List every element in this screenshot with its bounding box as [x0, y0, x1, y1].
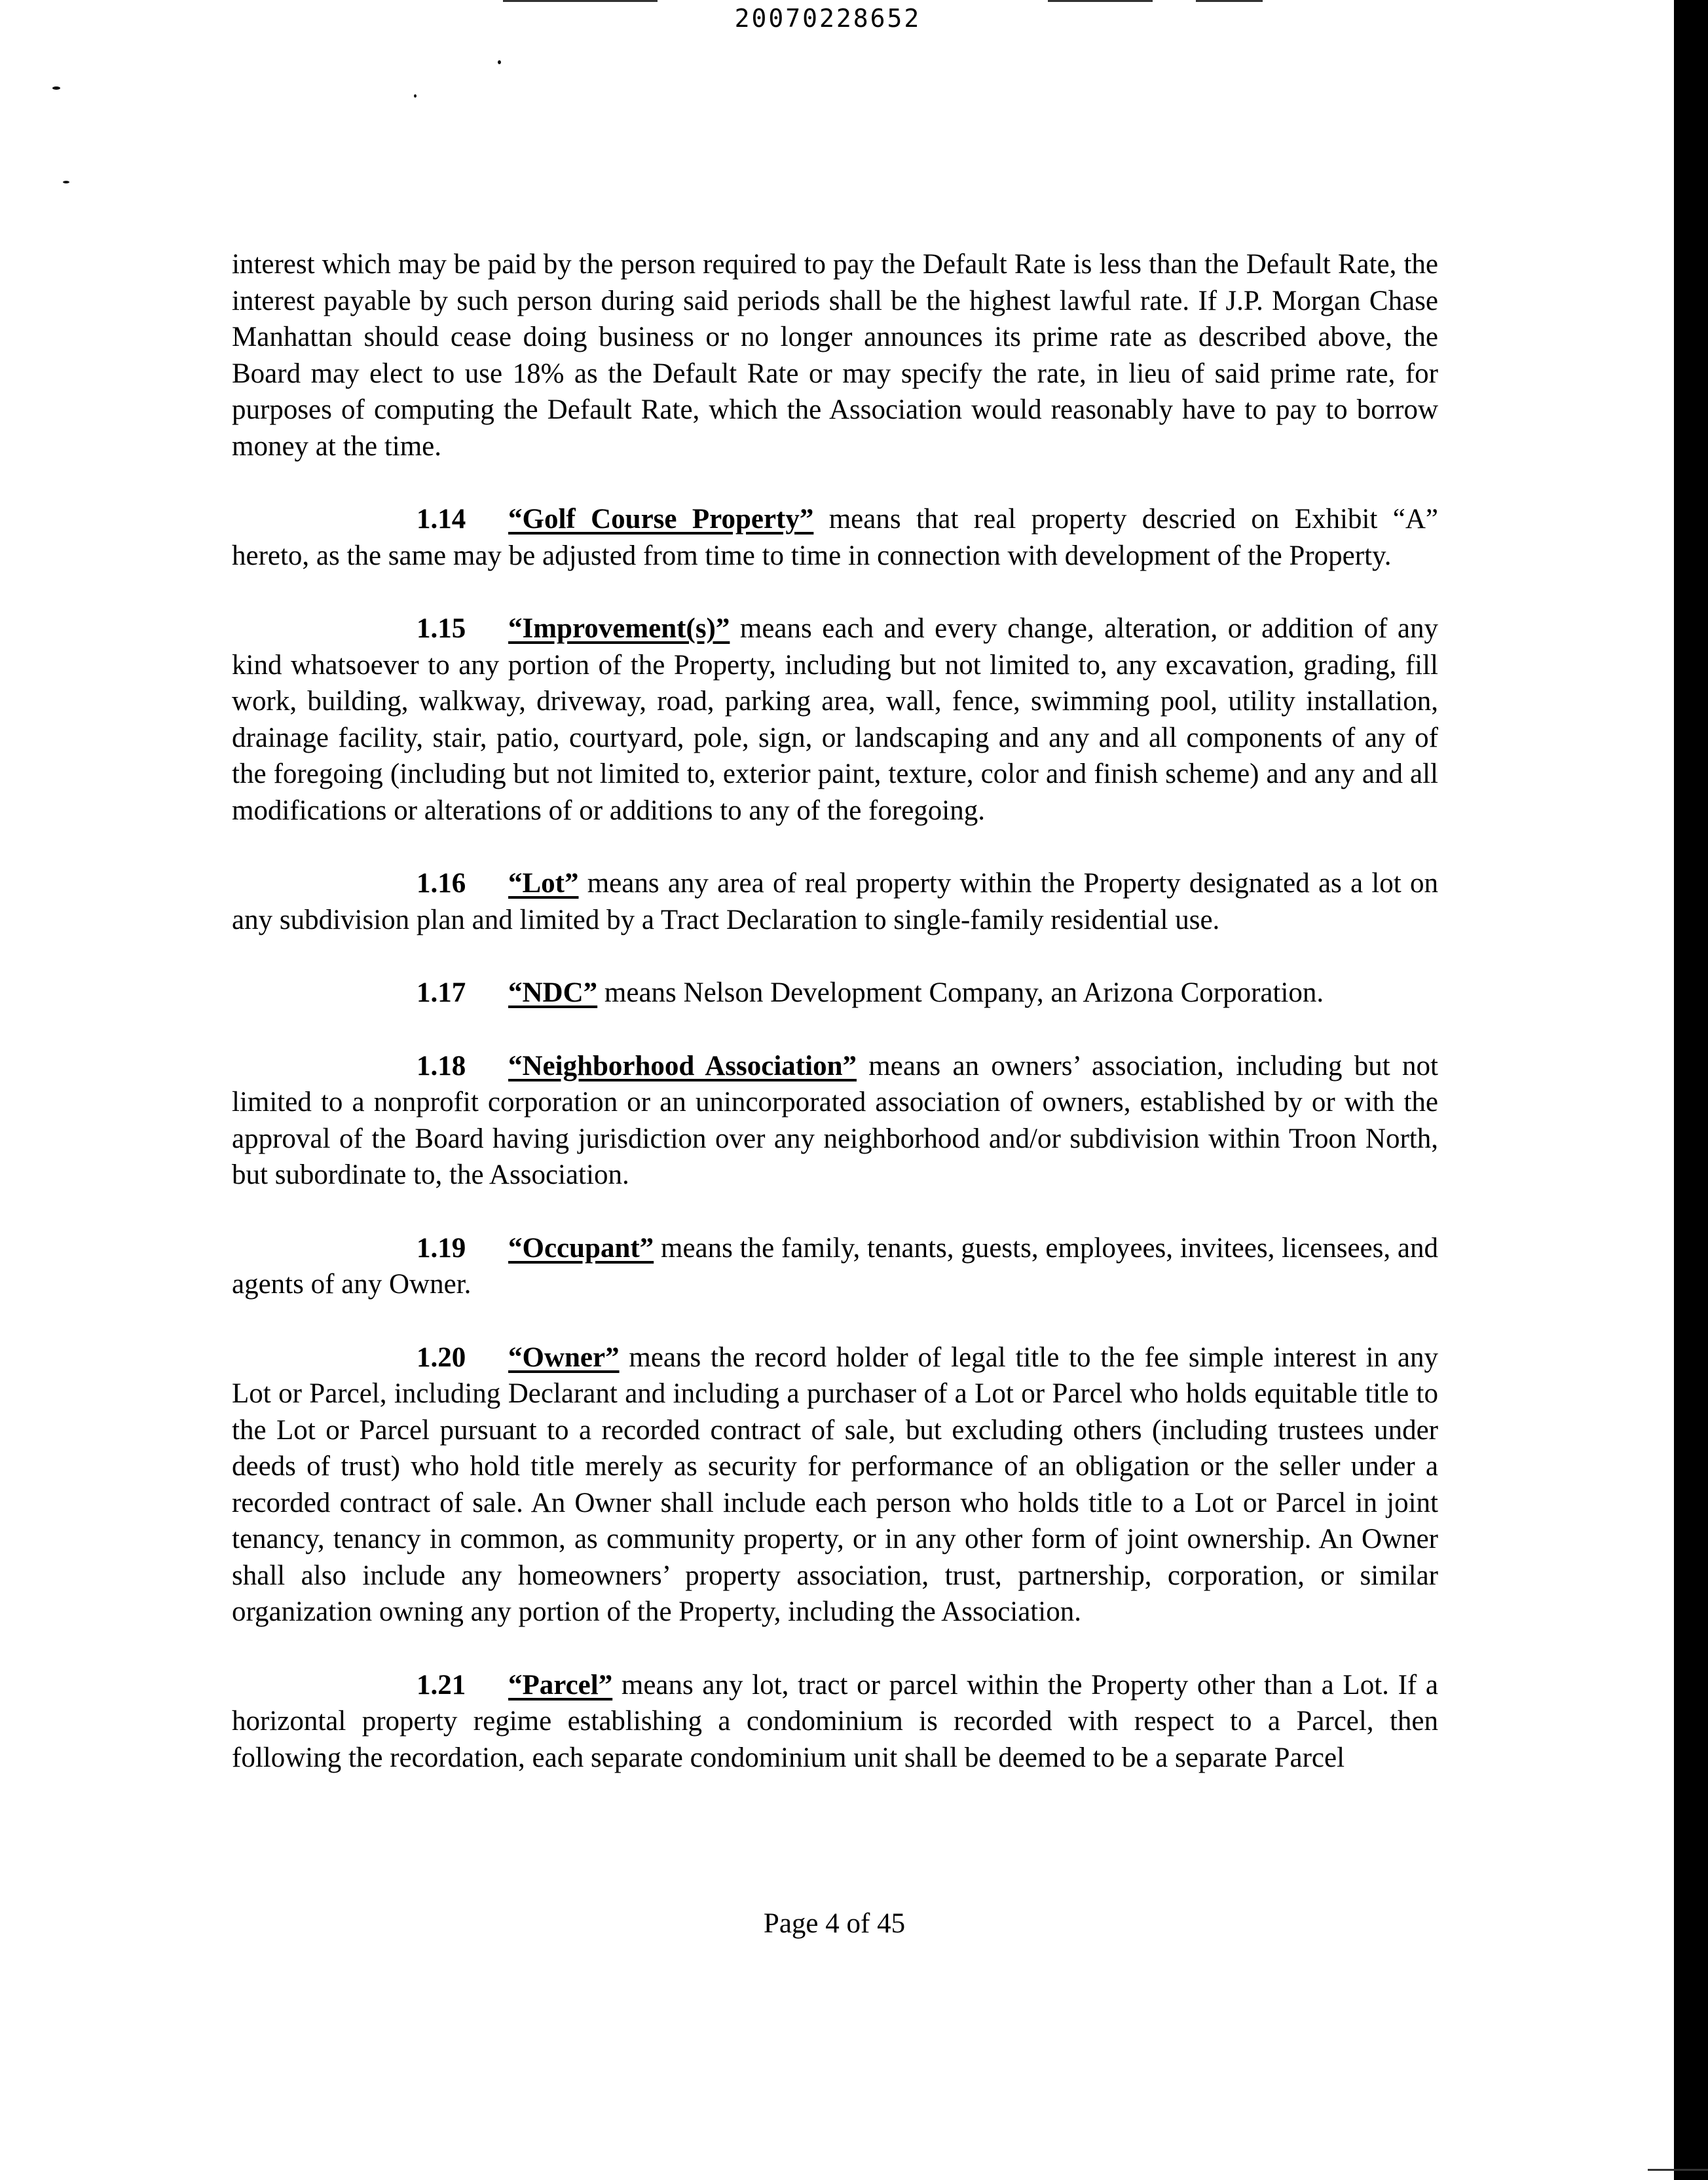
section-1-21 — [232, 1667, 1438, 1776]
page-number: Page 4 of 45 — [763, 1908, 906, 1939]
section-number: 1.15 — [417, 613, 466, 644]
section-number: 1.21 — [417, 1669, 466, 1701]
definition-text: means any area of real property within the Property designated as a lot on any subdivision plan and limited by a Tract Declaration to single-family residential use. — [232, 868, 1438, 935]
definition-text: means that real property descried on Exhibit “A” hereto, as the same may be adjusted from time to time in connection with development of the Property. — [232, 504, 1438, 571]
scan-speck — [414, 94, 417, 98]
section-number: 1.19 — [417, 1232, 466, 1264]
scan-speck — [63, 181, 69, 183]
section-1-19 — [232, 1230, 1438, 1303]
continuation-paragraph: interest which may be paid by the person required to pay the Default Rate is less than the Default Rate, the interest payable by such person during said periods shall be the highest lawful rate. If J.P. Morgan Chase Manhattan should cease doing business or no longer announces its prime rate as described above, the Board may elect to use 18% as the Default Rate or may specify the rate, in lieu of said prime rate, for purposes of computing the Default Rate, which the Association would reasonably have to pay to borrow money at the time. — [232, 249, 1438, 462]
section-number: 1.18 — [417, 1050, 466, 1081]
section-number: 1.20 — [417, 1342, 466, 1373]
header-rule-right-1 — [1048, 0, 1153, 2]
scan-speck — [52, 86, 60, 90]
section-number: 1.16 — [417, 868, 466, 899]
section-1-16 — [232, 865, 1438, 938]
corner-mark — [1648, 2169, 1708, 2171]
defined-term: “Lot” — [508, 868, 579, 899]
section-1-20 — [232, 1340, 1438, 1630]
section-1-17 — [232, 975, 1438, 1011]
definition-text: means an owners’ association, including but not limited to a nonprofit corporation or an unincorporated association of owners, established by or with the approval of the Board having jurisdiction over any neighborhood and/or subdivision within Troon North, but subordinate to, the Association. — [232, 1050, 1438, 1190]
defined-term: “NDC” — [508, 977, 598, 1008]
definition-text: means the family, tenants, guests, employees, invitees, licensees, and agents of any Owner. — [232, 1232, 1438, 1300]
header-rule-right-2 — [1196, 0, 1263, 2]
section-number: 1.17 — [417, 977, 466, 1008]
definition-text: means the record holder of legal title to the fee simple interest in any Lot or Parcel, including Declarant and including a purchaser of a Lot or Parcel who holds equitable title to the Lot or Parcel pursuant to a recorded contract of sale, but excluding others (including trustees under deeds of trust) who hold title merely as security for performance of an obligation or the seller under a recorded contract of sale. An Owner shall include each person who holds title to a Lot or Parcel in joint tenancy, tenancy in common, as community property, or in any other form of joint ownership. An Owner shall also include any homeowners’ property association, trust, partnership, corporation, or similar organization owning any portion of the Property, including the Association. — [232, 1342, 1438, 1627]
section-1-14 — [232, 501, 1438, 574]
definition-text: means each and every change, alteration, or addition of any kind whatsoever to any portion of the Property, including but not limited to, any excavation, grading, fill work, building, walkway, driveway, road, parking area, wall, fence, swimming pool, utility installation, drainage facility, stair, patio, courtyard, pole, sign, or landscaping and any and all components of any of the foregoing (including but not limited to, exterior paint, texture, color and finish scheme) and any and all modifications or alterations of or additions to any of the foregoing. — [232, 613, 1438, 826]
defined-term: “Parcel” — [508, 1669, 613, 1701]
section-1-15 — [232, 611, 1438, 829]
defined-term: “Improvement(s)” — [508, 613, 730, 644]
defined-term: “Golf Course Property” — [508, 504, 814, 535]
section-1-18 — [232, 1048, 1438, 1193]
document-body — [232, 246, 1438, 1813]
document-number: 20070228652 — [734, 4, 921, 33]
defined-term: “Owner” — [508, 1342, 620, 1373]
scan-edge-bar — [1674, 0, 1708, 2180]
definition-text: means any lot, tract or parcel within the Property other than a Lot. If a horizontal property regime establishing a condominium is recorded with respect to a Parcel, then following the recordation, each separate condominium unit shall be deemed to be a separate Parcel — [232, 1669, 1438, 1773]
defined-term: “Occupant” — [508, 1232, 654, 1264]
header-rule-left — [503, 0, 658, 2]
definition-text: means Nelson Development Company, an Arizona Corporation. — [597, 977, 1324, 1008]
section-number: 1.14 — [417, 504, 466, 535]
scan-speck — [498, 60, 501, 64]
defined-term: “Neighborhood Association” — [508, 1050, 857, 1081]
